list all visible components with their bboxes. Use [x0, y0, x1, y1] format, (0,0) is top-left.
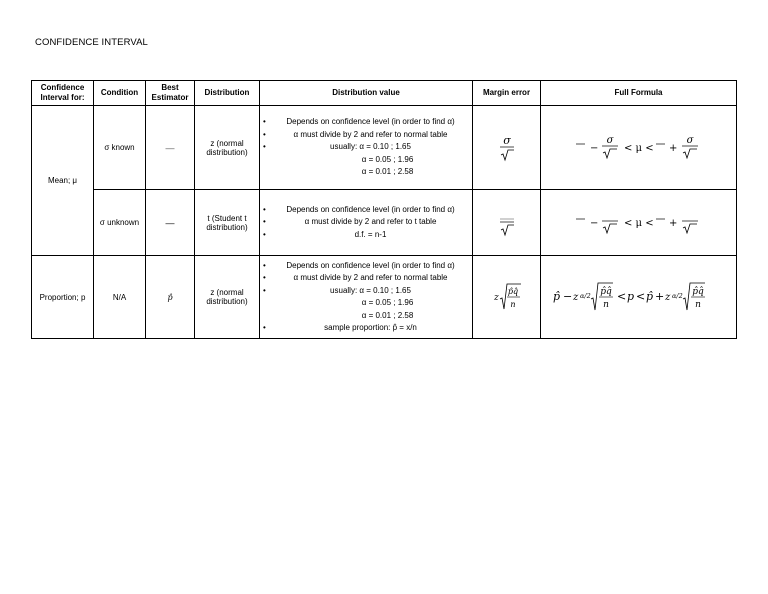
svg-text:<: <	[636, 290, 646, 303]
svg-text:<: <	[617, 290, 627, 303]
svg-text:σ: σ	[686, 134, 693, 146]
svg-text:+: +	[668, 217, 677, 229]
svg-text:z: z	[665, 292, 671, 303]
confidence-interval-table	[31, 80, 737, 339]
full-formula	[574, 206, 704, 240]
distribution-value-cell	[260, 190, 473, 256]
interval-for-mean: Mean; μ	[32, 106, 94, 256]
svg-text:−: −	[589, 142, 598, 154]
table-row	[32, 106, 737, 190]
distribution-cell: z (normal distribution)	[195, 256, 260, 339]
svg-text:p̂: p̂	[646, 290, 654, 303]
list-item: • Depends on confidence level (in order to find α)	[262, 204, 470, 217]
svg-text:p: p	[627, 290, 635, 303]
margin-error-formula	[497, 133, 517, 163]
svg-text:n: n	[509, 300, 516, 309]
condition-cell: σ unknown	[94, 190, 146, 256]
list-item-continued: α = 0.01 ; 2.58	[361, 310, 414, 320]
svg-text:p̂q̂: p̂q̂	[507, 287, 518, 296]
header-margin-error: Margin error	[473, 81, 541, 106]
svg-text:z: z	[493, 293, 499, 303]
distribution-cell: t (Student t distribution)	[195, 190, 260, 256]
condition-cell: N/A	[94, 256, 146, 339]
estimator-cell: p̂	[146, 256, 195, 339]
svg-text:p̂: p̂	[553, 290, 561, 303]
svg-text:p̂q̂: p̂q̂	[600, 287, 612, 297]
svg-text:z: z	[573, 292, 579, 303]
header-distribution-value: Distribution value	[260, 81, 473, 106]
list-item: • usually: α = 0.10 ; 1.65	[262, 141, 470, 154]
list-item-continued: α = 0.01 ; 2.58	[361, 167, 414, 177]
margin-error-formula	[492, 279, 522, 315]
header-distribution: Distribution	[195, 81, 260, 106]
condition-cell: σ known	[94, 106, 146, 190]
distribution-value-cell	[260, 106, 473, 190]
full-formula	[551, 277, 726, 317]
header-full-formula: Full Formula	[541, 81, 737, 106]
svg-text:+: +	[655, 290, 665, 303]
page-title: CONFIDENCE INTERVAL	[35, 37, 148, 48]
svg-text:n: n	[695, 300, 701, 310]
svg-text:σ: σ	[502, 133, 511, 147]
header-condition: Condition	[94, 81, 146, 106]
list-item: • Depends on confidence level (in order to find α)	[262, 116, 470, 129]
list-item-continued: α = 0.05 ; 1.96	[361, 154, 414, 164]
list-item: • α must divide by 2 and refer to normal table	[262, 272, 470, 285]
margin-error-cell	[473, 106, 541, 190]
list-item-continued: α = 0.05 ; 1.96	[361, 298, 414, 307]
list-item: • α must divide by 2 and refer to t table	[262, 216, 470, 229]
estimator-cell: —	[146, 106, 195, 190]
distribution-value-cell	[260, 256, 473, 339]
svg-text:−: −	[563, 290, 573, 303]
svg-text:α/2: α/2	[580, 292, 591, 300]
svg-text:+: +	[668, 142, 677, 154]
full-formula-cell	[541, 106, 737, 190]
list-item: • Depends on confidence level (in order to find α)	[262, 260, 470, 273]
full-formula	[574, 131, 704, 165]
margin-error-formula	[497, 208, 517, 238]
svg-text:σ: σ	[606, 134, 613, 146]
header-row	[32, 81, 737, 106]
list-item: • d.f. = n-1	[262, 229, 470, 242]
svg-text:p̂q̂: p̂q̂	[692, 287, 704, 297]
header-best-estimator: Best Estimator	[146, 81, 195, 106]
interval-for-proportion: Proportion; p	[32, 256, 94, 339]
table-row	[32, 190, 737, 256]
margin-error-cell	[473, 256, 541, 339]
svg-text:α/2: α/2	[672, 292, 683, 300]
svg-text:n: n	[603, 300, 609, 310]
header-interval-for: Confidence Interval for:	[32, 81, 94, 106]
svg-text:< μ <: < μ <	[623, 142, 654, 154]
full-formula-cell	[541, 190, 737, 256]
distribution-cell: z (normal distribution)	[195, 106, 260, 190]
svg-text:−: −	[589, 217, 598, 229]
list-item: • α must divide by 2 and refer to normal table	[262, 129, 470, 142]
list-item: • usually: α = 0.10 ; 1.65	[262, 285, 470, 298]
full-formula-cell	[541, 256, 737, 339]
estimator-cell: —	[146, 190, 195, 256]
table-row	[32, 256, 737, 339]
list-item: • sample proportion: p̂ = x/n	[262, 322, 470, 335]
margin-error-cell	[473, 190, 541, 256]
svg-text:< μ <: < μ <	[623, 217, 654, 229]
